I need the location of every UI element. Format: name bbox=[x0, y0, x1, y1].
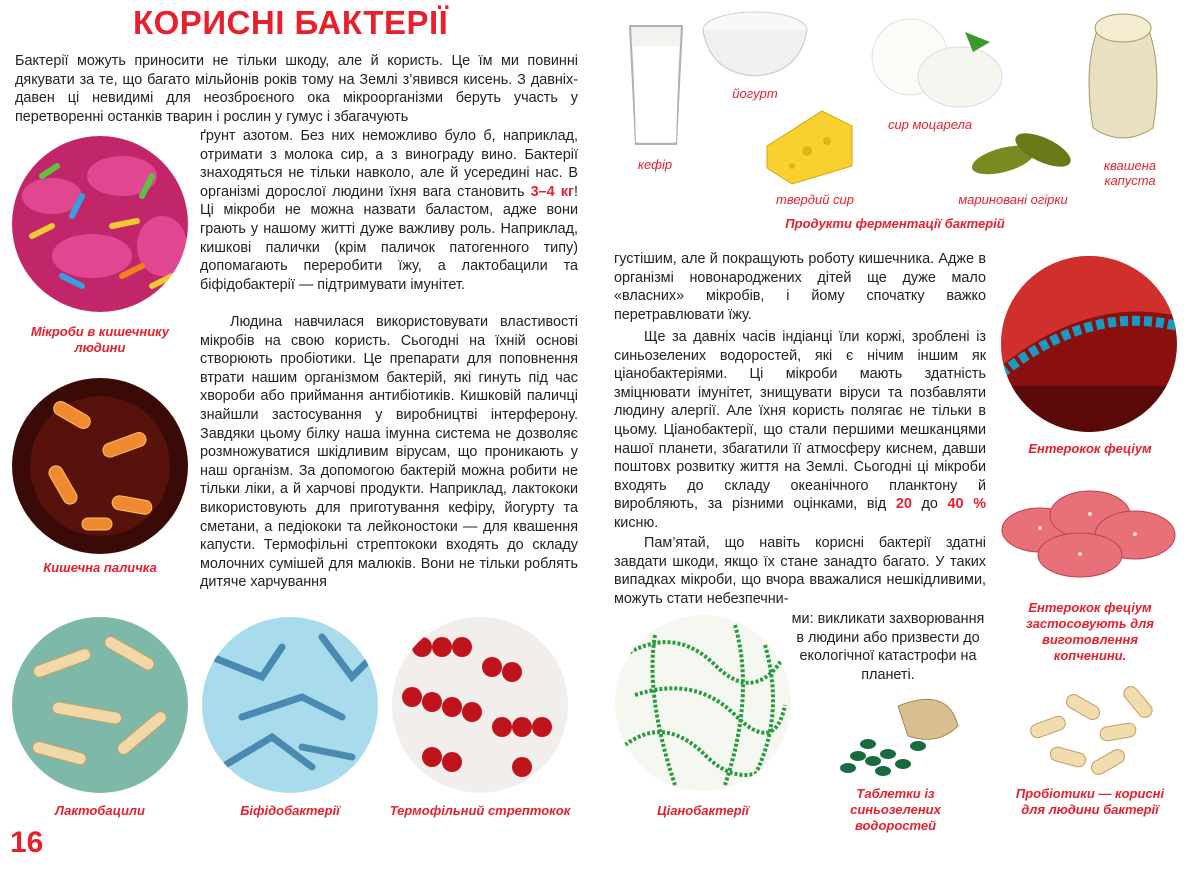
oxygen-high-pct: 40 % bbox=[947, 496, 987, 513]
caption-probiotics: Пробіотики — корисні для людини бактерії bbox=[1015, 786, 1165, 817]
product-yogurt: йогурт bbox=[732, 86, 778, 101]
caption-spirulina: Таблетки із синьозелених водоростей bbox=[850, 786, 941, 833]
page-number: 16 bbox=[10, 826, 44, 859]
product-kefir: кефір bbox=[637, 157, 673, 172]
caption-bifido: Біфідобактерії bbox=[240, 803, 340, 818]
intro-paragraph-top: Бактерії можуть приносити не тільки шкоду, але й користь. Це їм ми повинні дякувати за те, що багато мільйонів років тому на Землі з’явився кисень. З давніх-давен ці невидимі для неозброєного ока мікроорганізми беруть участь у перетворенні останків тварин і рослин у гумус і збагачують bbox=[15, 53, 578, 125]
right-paragraph-1: густішим, але й покращують роботу кишечника. Адже в організмі новонароджених дітей ще дуже мало «власних» мікробів, і йому спочатку важко перетравлювати їжу. bbox=[614, 251, 986, 323]
warning-paragraph-top: Пам’ятай, що навіть корисні бактерії здатні завдати шкоди, якщо їх стане занадто багато. У таких випадках мікроби, що вчора вважалися нешкідливими, можуть стати небезпечни- bbox=[614, 535, 986, 607]
kefir-glass-image bbox=[626, 24, 686, 148]
weight-value: 3–4 кг bbox=[530, 183, 574, 200]
warning-paragraph-bottom: ми: викликати захворювання в людини або призвести до екологічної катастрофи на планеті. bbox=[791, 611, 985, 683]
gut-microbes-image bbox=[12, 136, 188, 312]
probiotic-capsules-image bbox=[1020, 680, 1160, 780]
fermentation-heading: Продукти ферментації бактерій bbox=[785, 216, 1005, 231]
caption-lactobacilli: Лактобацили bbox=[55, 803, 145, 818]
pickles-image bbox=[968, 122, 1078, 187]
streptococcus-image bbox=[392, 617, 568, 793]
caption-enterococcus: Ентерокок фецiум bbox=[1028, 441, 1152, 456]
hard-cheese-image bbox=[762, 106, 857, 186]
bifido-image bbox=[202, 617, 378, 793]
yogurt-bowl-image bbox=[700, 8, 810, 78]
ecoli-image bbox=[12, 378, 188, 554]
caption-cyano: Ціанобактерії bbox=[657, 803, 749, 818]
caption-strepto: Термофільний стрептокок bbox=[389, 803, 571, 818]
product-mozzarella: сир моцарела bbox=[887, 117, 973, 132]
product-sauerkraut: квашена капуста bbox=[1103, 158, 1157, 188]
cyanobacteria-paragraph: Ще за давніх часів індіанці їли коржі, зроблені із синьозелених водоростей, які є нічим іншим як ціанобактеріями. Ці мікроби мають здатність зміцнювати імунітет, знищувати віруси та позбавляти людину алергії. Але їхня користь полягає не тільки в цьому. Ціанобактерії, що стали першими мешканцями нашої планети, збагатили її атмосферу киснем, давши поштовх розвитку життя на Землі. Сьогодні ці мікроби входять до складу океанічного планктону й виробляють, за різними оцінками, від 20 до 40 % кисню. bbox=[614, 329, 987, 531]
sauerkraut-jar-image bbox=[1083, 8, 1163, 148]
spirulina-tablets-image bbox=[828, 686, 968, 781]
oxygen-low-pct: 20 bbox=[895, 496, 912, 513]
caption-gut-microbes: Мікроби в кишечнику людини bbox=[30, 324, 170, 355]
cyanobacteria-image bbox=[615, 615, 791, 791]
caption-enterococcus-use: Ентерокок фецiум застосовують для виготовлення копченини. bbox=[1026, 600, 1154, 663]
salami-image bbox=[1000, 470, 1178, 582]
probiotics-paragraph: Людина навчилася використовувати властивості мікробів на свою користь. Сьогодні на їхній основі створюють пробіотики. Це препарати для поповнення втрати нашим організмом бактерій, які гинуть під час хвороби або приймання антибіотиків. Кишковій паличці знайшли застосування у виробництві інтерферону. Завдяки цьому білку наша імунна система не дозволяє розмножуватися шкідливим вірусам, що проникають у наш організм. За допомогою бактерій можна робити не тільки ліки, а й харчові продукти. Наприклад, лактококи використовують для приготування кефіру, йогурту та сметани, а педіококи та лейконостоки — для квашення капусти. Термофільні стрептококи входять до складу молочних сумішей для малюків. Вони не тільки роблять дитяче харчування bbox=[200, 314, 578, 591]
caption-ecoli: Кишечна паличка bbox=[43, 560, 157, 575]
intro-paragraph-continued: ґрунт азотом. Без них неможливо було б, наприклад, отримати з молока сир, а з винограду вино. Бактерії знаходяться не тільки навколо, але й усередині нас. В організмі дорослої людини їхня вага становить 3–4 кг! Ці мікроби не можна назвати баластом, адже вони грають у нашому житті дуже важливу роль. Наприклад, кишкові палички (крім паличок патогенного типу) допомагають переробити їжу, а лактобацили та біфідобактерії — підтримувати імунітет. bbox=[200, 128, 578, 293]
mozzarella-image bbox=[865, 12, 1010, 112]
enterococcus-image bbox=[1001, 256, 1177, 432]
lactobacilli-image bbox=[12, 617, 188, 793]
product-pickles: мариновані огірки bbox=[958, 192, 1068, 207]
page-title: КОРИСНІ БАКТЕРІЇ bbox=[133, 4, 449, 41]
product-hard-cheese: твердий сир bbox=[775, 192, 854, 207]
